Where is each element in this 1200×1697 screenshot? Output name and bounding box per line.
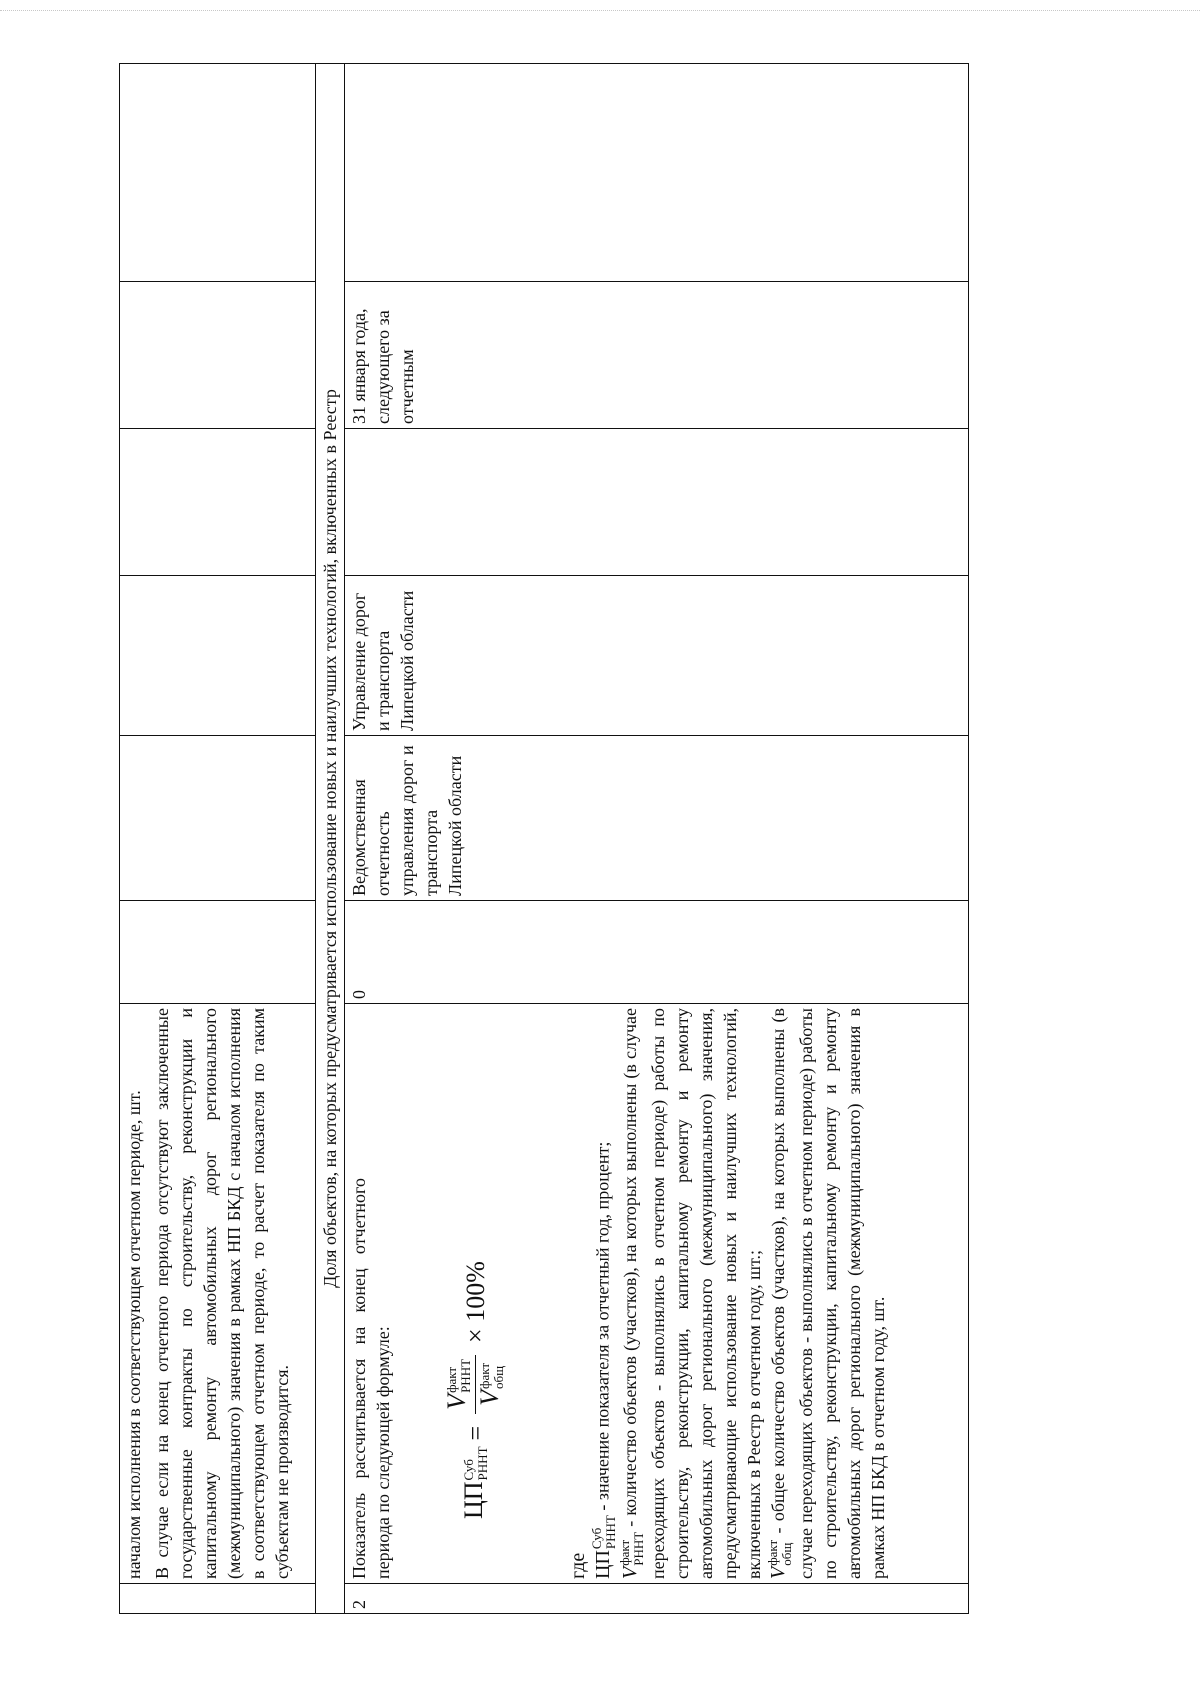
cell-number-empty	[120, 1584, 316, 1614]
cell-extra-empty	[120, 429, 316, 576]
continuation-paragraph: В случае если на конец отчетного периода отсутствуют заключенные государственные контракты по строительству, реконструкции и капитальному ремонту автомобильных дорог регионального (межмуниципального) значения в рамках НП БКД с началом исполнения в соответствующем отчетном периоде, то расчет показателя по таким субъектам не производится.	[152, 1008, 292, 1579]
cell-method	[345, 1004, 969, 1584]
cell-deadline: 31 января года, следующего за отчетным	[345, 282, 969, 429]
rotated-page	[119, 64, 999, 1614]
definition-value: ЦП Суб РННТ - значение показателя за отчетный год, процент;	[589, 1141, 619, 1579]
cell-extra	[345, 429, 969, 576]
cell-method-continuation	[120, 1004, 316, 1584]
definition-rnnt-text: - количество объектов (участков), на которых выполнены (в случае переходящих объектов - выполнялись в отчетном периоде) работы по строительству, реконструкции, капитальному ремонту и ремонту автомобильных дорог регионального (межмуниципального) значения, предусматривающие использование новых и наилучших технологий, включенных в Реестр в отчетном году, шт.;	[620, 1008, 765, 1579]
cell-source: Ведомственная отчетность управления дорог и транспорта Липецкой области	[345, 736, 969, 901]
section-title: Доля объектов, на которых предусматривается использование новых и наилучших технологий, включенных в Реестр	[316, 64, 345, 1614]
table-row-continuation	[120, 64, 316, 1614]
indicator-table	[119, 63, 969, 1614]
cell-responsible-empty	[120, 576, 316, 736]
scan-artifact-line	[0, 10, 1200, 11]
continuation-line: началом исполнения в соответствующем отчетном периоде, шт.	[124, 1090, 144, 1579]
table-row-indicator-2	[345, 64, 969, 1614]
table-row-section	[316, 64, 345, 1614]
cell-responsible: Управление дорог и транспорта Липецкой области	[345, 576, 969, 736]
cell-last	[345, 64, 969, 282]
formula-denominator: V факт общ	[475, 1362, 507, 1406]
definition-value-text: - значение показателя за отчетный год, процент;	[592, 1141, 613, 1511]
definition-total-text: - общее количество объектов (участков), на которых выполнены (в случае переходящих объектов - выполнялись в отчетном периоде) работы по строительству, реконструкции, капитальному ремонту и ремонту автомобильных дорог регионального (межмуниципального) значения в рамках НП БКД в отчетном году, шт.	[768, 1007, 889, 1579]
formula: ЦП Суб РННТ = V факт РННТ V факт общ × 100%	[442, 1261, 507, 1519]
cell-deadline-empty	[120, 282, 316, 429]
cell-source-empty	[120, 736, 316, 901]
formula-fraction	[442, 1355, 507, 1414]
cell-value: 0	[345, 901, 969, 1004]
cell-value-empty	[120, 901, 316, 1004]
method-intro: Показатель рассчитывается на конец отчетного периода по следующей формуле:	[349, 1178, 393, 1579]
definition-rnnt: V факт РННТ - количество объектов (участков), на которых выполнены (в случае переходящих объектов - выполнялись в отчетном периоде) работы по строительству, реконструкции, капитальному ремонту и ремонту автомобильных дорог регионального (межмуниципального) значения, предусматривающие использование новых и наилучших технологий, включенных в Реестр в отчетном году, шт.;	[617, 1008, 765, 1579]
formula-numerator: V факт РННТ	[445, 1355, 476, 1414]
definition-total: V факт общ - общее количество объектов (участков), на которых выполнены (в случае переходящих объектов - выполнялись в отчетном периоде) работы по строительству, реконструкции, капитальному ремонту и ремонту автомобильных дорог регионального (межмуниципального) значения в рамках НП БКД в отчетном году, шт.	[765, 1007, 889, 1579]
formula-multiplier: × 100%	[460, 1261, 490, 1343]
where-label: где	[567, 1552, 590, 1579]
formula-lhs: ЦП Суб РННТ	[458, 1446, 490, 1519]
row-number: 2	[345, 1584, 969, 1614]
cell-last-empty	[120, 64, 316, 282]
